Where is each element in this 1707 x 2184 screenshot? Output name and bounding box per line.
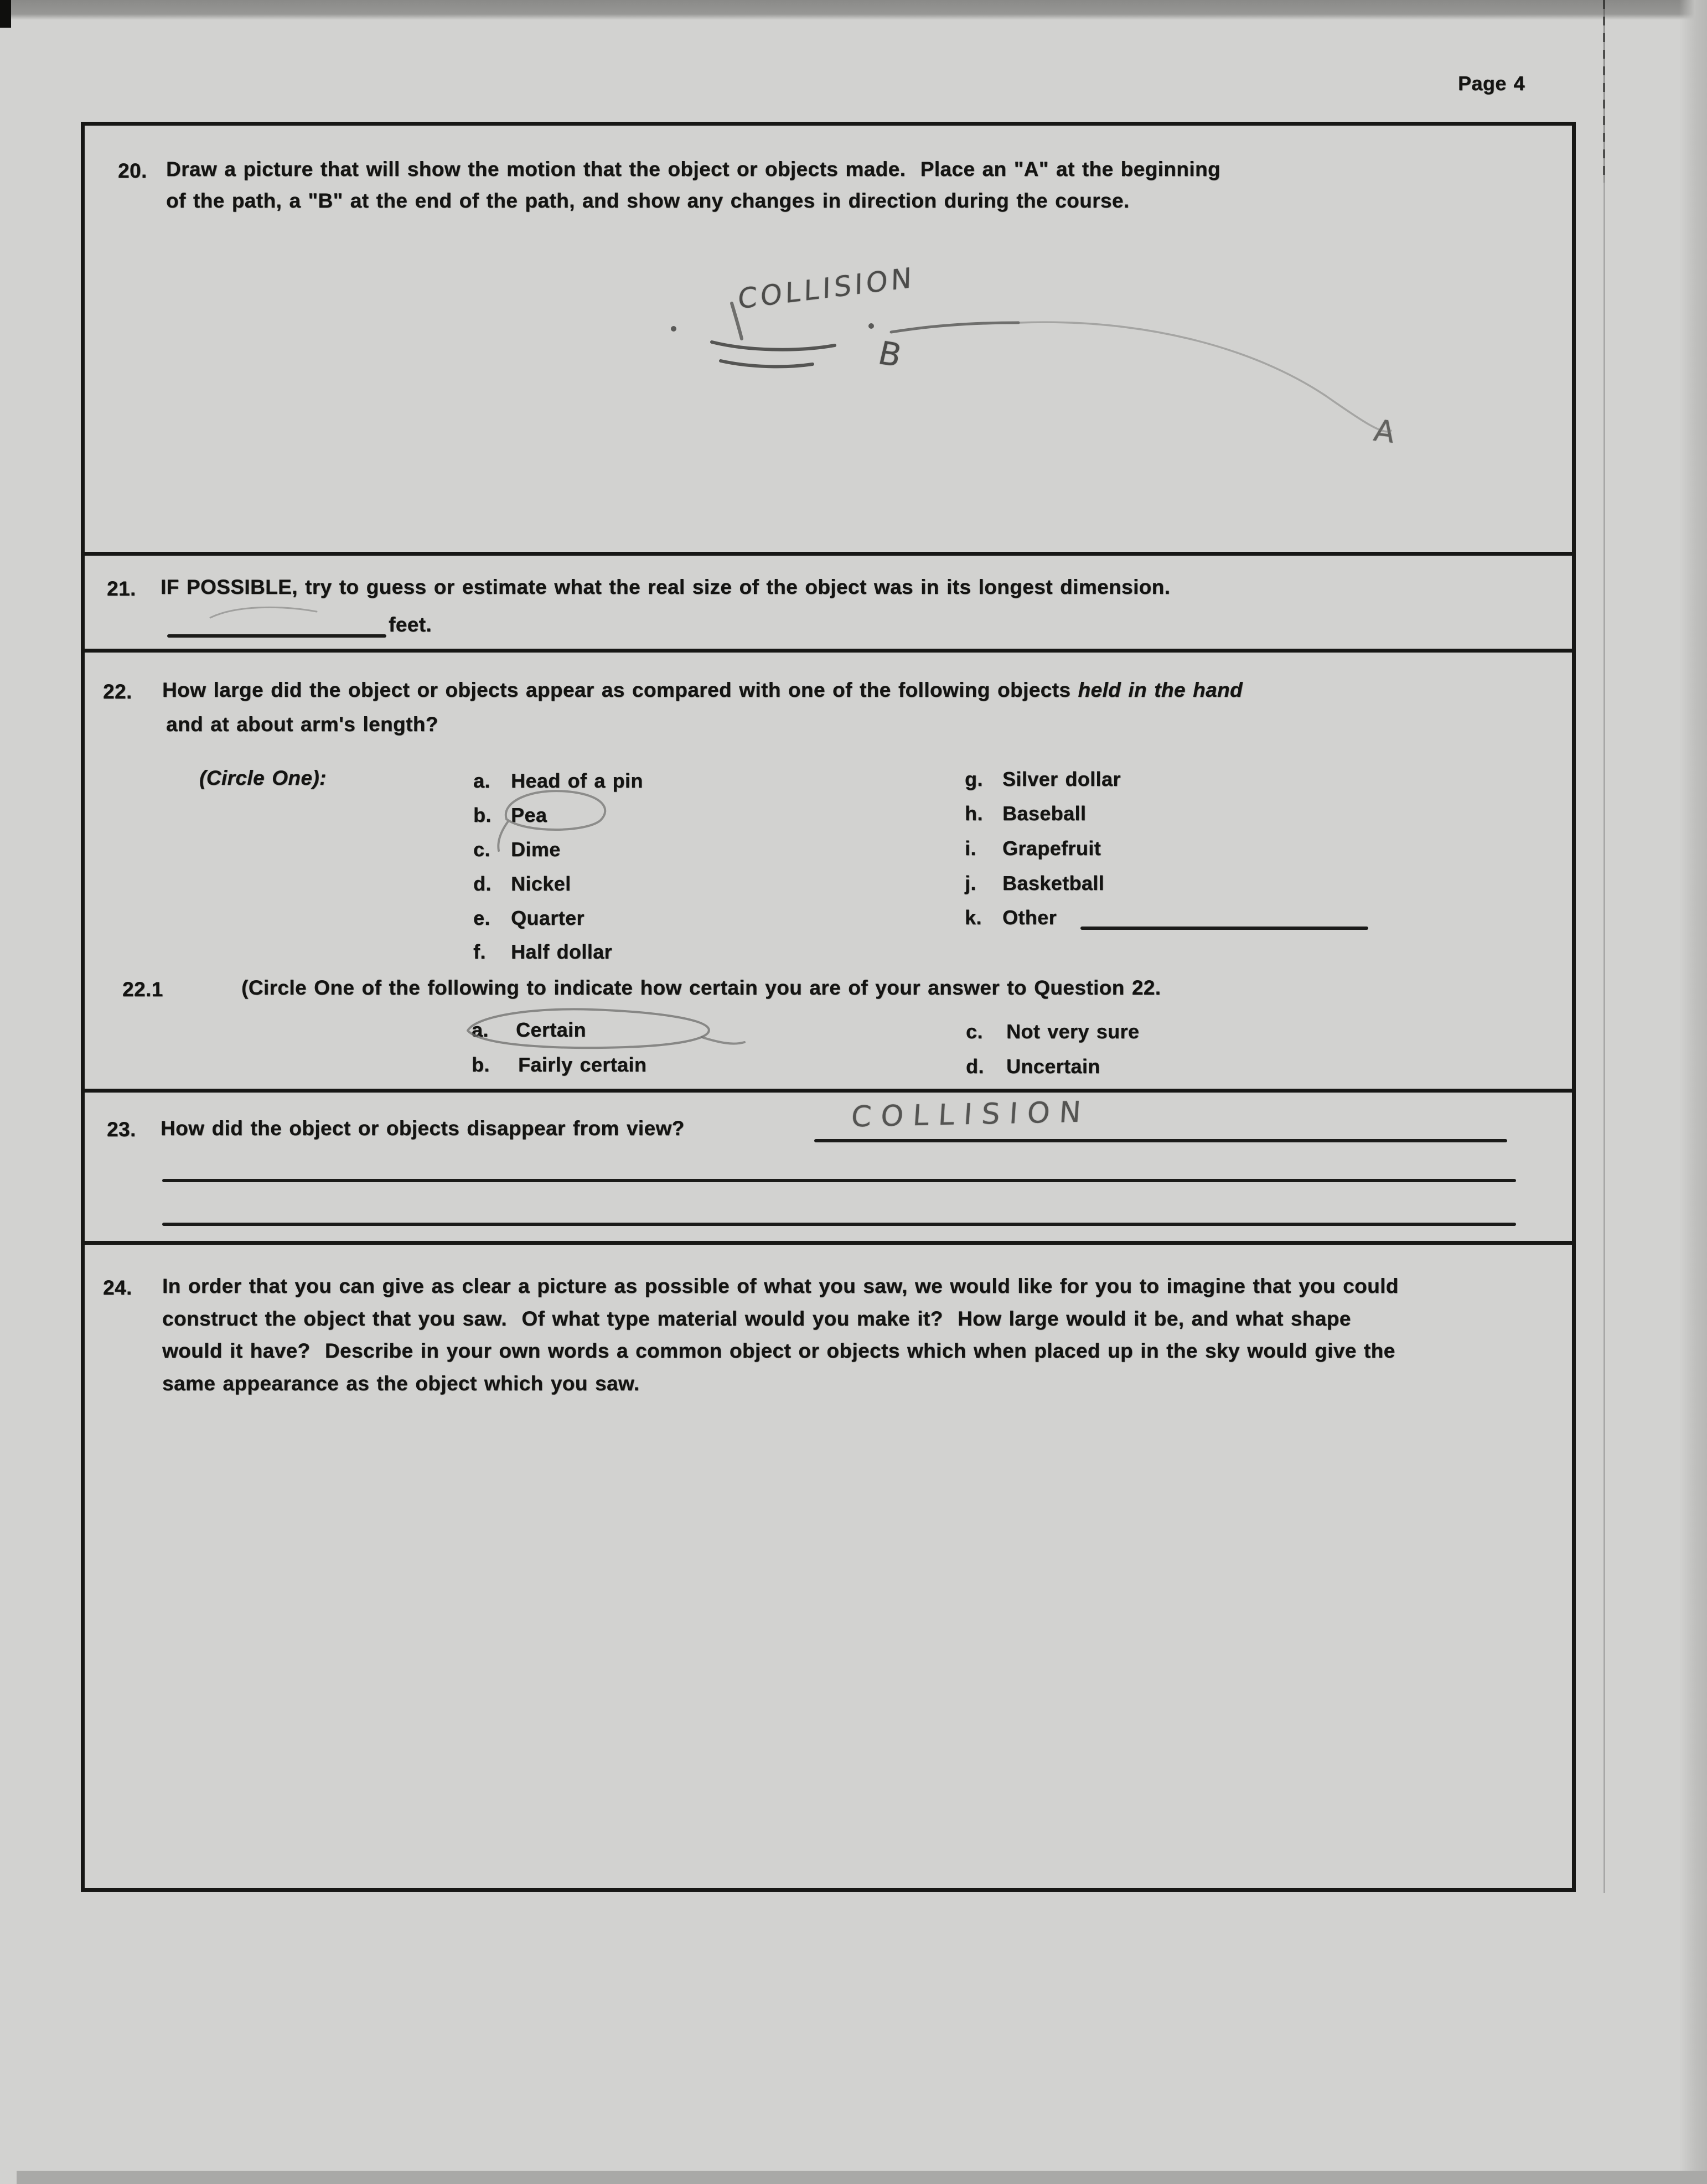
paper-fold-line-top xyxy=(1603,0,1605,183)
form-border-box xyxy=(81,122,1576,1892)
q22-other-blank xyxy=(1080,927,1368,930)
q21-number: 21. xyxy=(107,577,136,600)
q22-option-k-letter: k. xyxy=(965,906,982,929)
q22-text-line1-italic: held in the hand xyxy=(1078,679,1243,701)
q20-handwriting-b-label: B xyxy=(875,334,906,375)
section-divider-4 xyxy=(83,1241,1574,1245)
q22-1-number: 22.1 xyxy=(122,978,163,1001)
q22-number: 22. xyxy=(103,680,132,703)
q20-handwriting-a-label: A xyxy=(1371,413,1398,450)
q23-answer-line-1 xyxy=(814,1139,1507,1142)
q21-text: IF POSSIBLE, try to guess or estimate what the real size of the object was in its longest dimension. xyxy=(161,576,1171,598)
q22-option-f-label: Half dollar xyxy=(511,940,612,963)
q22-option-h-letter: h. xyxy=(965,802,983,825)
q22-option-h-label: Baseball xyxy=(1002,802,1087,825)
q22-option-i-letter: i. xyxy=(965,837,976,860)
q24-number: 24. xyxy=(103,1276,132,1299)
q22-option-g-letter: g. xyxy=(965,768,983,790)
q22-circle-one-label: (Circle One): xyxy=(199,767,327,789)
q24-text-line2: construct the object that you saw. Of what type material would you make it? How large would it be, and what shape xyxy=(162,1307,1351,1330)
q21-answer-blank xyxy=(167,634,386,638)
q22-option-d-label: Nickel xyxy=(511,872,571,895)
q24-text-line1: In order that you can give as clear a picture as possible of what you saw, we would like for you to imagine that you could xyxy=(162,1275,1399,1297)
q24-text-line3: would it have? Describe in your own words a common object or objects which when placed up in the sky would give the xyxy=(162,1339,1395,1362)
q20-number: 20. xyxy=(118,159,147,182)
section-divider-2 xyxy=(83,649,1574,653)
q21-feet-label: feet. xyxy=(389,613,432,636)
q22-1-option-d-letter: d. xyxy=(966,1055,984,1078)
section-divider-1 xyxy=(83,552,1574,556)
q22-1-option-c-letter: c. xyxy=(966,1020,983,1043)
q22-option-e-label: Quarter xyxy=(511,907,584,929)
q22-option-b-letter: b. xyxy=(473,804,492,826)
q22-option-j-label: Basketball xyxy=(1002,872,1105,894)
q23-text: How did the object or objects disappear from view? xyxy=(161,1117,685,1140)
q23-answer-line-2 xyxy=(162,1179,1516,1182)
q22-option-j-letter: j. xyxy=(965,872,976,894)
page-number: Page 4 xyxy=(1458,72,1525,95)
q22-option-k-label: Other xyxy=(1002,906,1057,929)
q22-1-text: (Circle One of the following to indicate how certain you are of your answer to Question 22. xyxy=(241,976,1161,999)
q22-option-e-letter: e. xyxy=(473,907,490,929)
paper-right-edge xyxy=(1679,0,1707,2184)
q22-text-line2: and at about arm's length? xyxy=(166,713,438,736)
q20-text-line1: Draw a picture that will show the motion that the object or objects made. Place an "A" at the beginning xyxy=(166,158,1220,180)
q22-1-option-b-letter: b. xyxy=(472,1053,490,1076)
q22-option-a-letter: a. xyxy=(473,769,490,792)
q22-option-c-label: Dime xyxy=(511,838,561,861)
q22-text-line1-normal: How large did the object or objects appear as compared with one of the following objects xyxy=(162,679,1078,701)
section-divider-3 xyxy=(83,1089,1574,1093)
q23-number: 23. xyxy=(107,1118,136,1141)
scan-top-shadow xyxy=(0,0,1707,20)
q22-1-option-a-label: Certain xyxy=(516,1018,586,1041)
q22-1-option-c-label: Not very sure xyxy=(1006,1020,1140,1043)
q22-option-f-letter: f. xyxy=(473,940,486,963)
q22-text-line1 xyxy=(162,679,1243,702)
q22-option-d-letter: d. xyxy=(473,872,492,895)
paper-fold-line xyxy=(1603,0,1605,1893)
q22-option-c-letter: c. xyxy=(473,838,490,861)
q22-option-i-label: Grapefruit xyxy=(1002,837,1101,860)
paper-bottom-edge xyxy=(17,2171,1707,2184)
q24-text-line4: same appearance as the object which you saw. xyxy=(162,1372,640,1395)
q22-option-b-label: Pea xyxy=(511,804,547,826)
q22-option-a-label: Head of a pin xyxy=(511,769,643,792)
q22-option-g-label: Silver dollar xyxy=(1002,768,1121,790)
q20-handwriting-collision: COLLISION xyxy=(737,261,915,315)
q22-1-option-b-label: Fairly certain xyxy=(518,1053,647,1076)
q23-answer-line-3 xyxy=(162,1223,1516,1226)
q23-handwriting-answer: COLLISION xyxy=(850,1095,1092,1134)
q20-text-line2: of the path, a "B" at the end of the path, and show any changes in direction during the course. xyxy=(166,189,1130,212)
q22-1-option-d-label: Uncertain xyxy=(1006,1055,1100,1078)
q22-1-option-a-letter: a. xyxy=(472,1018,489,1041)
scan-corner-mark xyxy=(0,0,11,28)
